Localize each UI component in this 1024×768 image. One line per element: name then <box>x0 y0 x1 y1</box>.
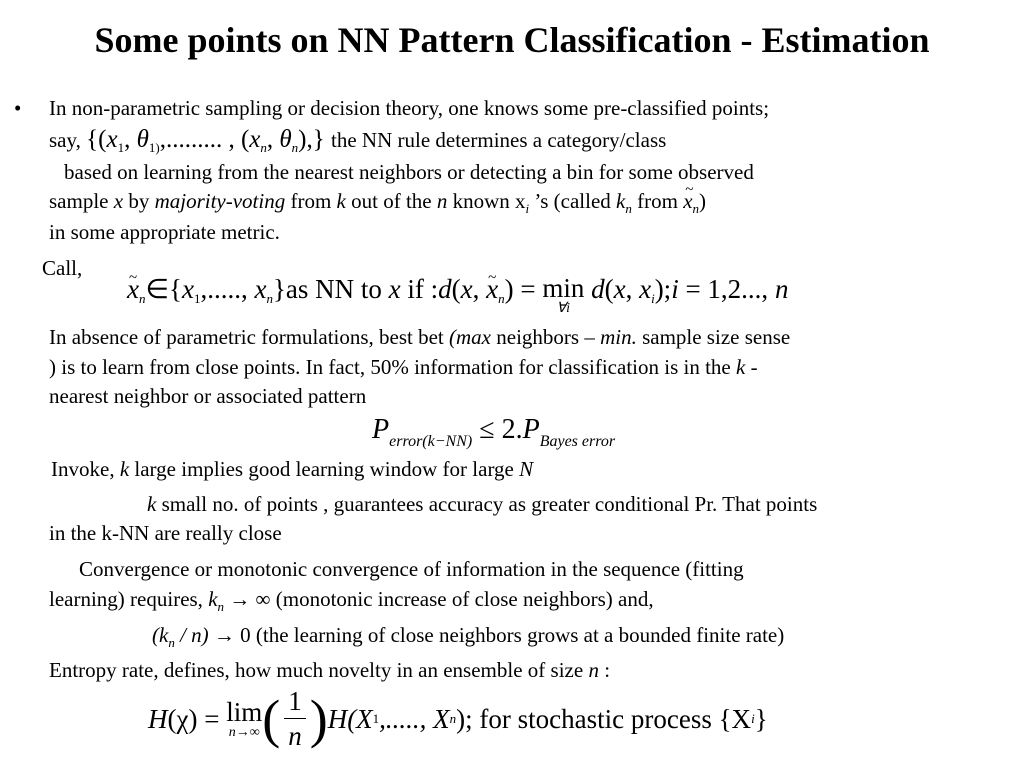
sample-set-formula: {($x_1$, $\theta_{1)}$,......... , ($x_n$, $\theta_n$),} <box>86 126 325 155</box>
para1-line5: in some appropriate metric. <box>49 220 280 244</box>
para1-line3: based on learning from the nearest neighbors or detecting a bin for some observed <box>64 160 754 184</box>
entropy-rate-formula: H (χ) = lim n→∞ ( $\frac{1}{n}$ ) H (X 1 ,....., X n ); for stochastic process {X i } <box>148 686 768 751</box>
para4-line1: k small no. of points , guarantees accuracy as greater conditional Pr. That points <box>147 492 818 516</box>
para3-line1: Invoke, k large implies good learning window for large N <box>51 457 534 481</box>
para1-line2 <box>49 124 666 156</box>
para2-line2: ) is to learn from close points. In fact, 50% information for classification is in the k - <box>49 355 758 379</box>
nn-rule-text: the NN rule determines a category/class <box>331 128 667 152</box>
para5-line1: Convergence or monotonic convergence of information in the sequence (fitting <box>79 557 744 581</box>
call-label: Call, <box>42 256 83 280</box>
para1-line1: In non-parametric sampling or decision theory, one knows some pre-classified points; <box>49 96 770 120</box>
para2-line1: In absence of parametric formulations, best bet (max neighbors – min. sample size sense <box>49 325 791 349</box>
error-bound-formula: $P_{error(k-NN)} \le 2.P_{Bayes error}$ <box>372 414 616 450</box>
para6-line1: $(k_n / n) \to 0$ (the learning of close neighbors grows at a bounded finite rate) <box>152 623 785 650</box>
bullet-marker: • <box>14 96 22 120</box>
para4-line2: in the k-NN are really close <box>49 521 282 545</box>
para7-line1: Entropy rate, defines, how much novelty in an ensemble of size n : <box>49 658 611 682</box>
para1-line4: sample x by majority-voting from k out of the n known $x_i$ ’s (called $k_n$ from x $\sim_n$) <box>49 188 706 214</box>
para5-line2: learning) requires, $k_n$ → ∞ (monotonic increase of close neighbors) and, <box>49 587 654 614</box>
para2-line3: nearest neighbor or associated pattern <box>49 384 367 408</box>
say-label: say, <box>49 128 81 152</box>
nn-definition-formula: x $\sim_n\in\{x_1$,....., $x_n\}as$ NN to x if :d(x, x $\sim_n) = \min$ ∀i d(x, $x_i);i = 1,2$..., n <box>127 273 788 315</box>
page-title: Some points on NN Pattern Classification - Estimation <box>94 20 930 60</box>
